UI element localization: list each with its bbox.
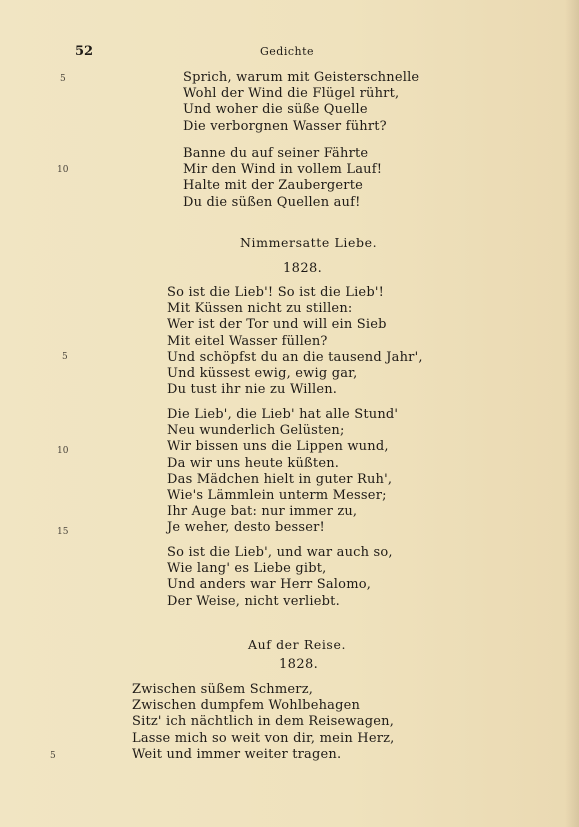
poem1-stanza1 [183, 70, 419, 135]
verse-line: Und anders war Herr Salomo, [167, 577, 372, 593]
verse-line: Mit eitel Wasser füllen? [167, 333, 328, 349]
line-number: 15 [57, 527, 69, 537]
verse-line: Mir den Wind in vollem Lauf! [183, 162, 383, 178]
line-number: 10 [57, 446, 69, 456]
poem2-stanza1 [167, 285, 423, 398]
verse-line: Sitz' ich nächtlich in dem Reisewagen, [132, 714, 395, 730]
poem2-stanza2 [167, 407, 398, 537]
verse-line: Lasse mich so weit von dir, mein Herz, [132, 730, 395, 746]
verse-line: Der Weise, nicht verliebt. [167, 593, 340, 609]
page-edge-shadow [565, 0, 579, 827]
poem-title: Auf der Reise. [248, 637, 347, 652]
verse-line: Da wir uns heute küßten. [167, 455, 340, 471]
verse-line: Sprich, warum mit Geisterschnelle [183, 70, 420, 85]
verse-line: So ist die Lieb', und war auch so, [167, 545, 393, 560]
verse-line: Je weher, desto besser! [167, 520, 325, 536]
verse-line: Zwischen dumpfem Wohlbehagen [132, 698, 361, 714]
running-head: Gedichte [260, 45, 315, 58]
verse-line: Und woher die süße Quelle [183, 102, 368, 118]
verse-line: Wie's Lämmlein unterm Messer; [167, 488, 387, 504]
verse-line: Du die süßen Quellen auf! [183, 194, 361, 210]
verse-line: Ihr Auge bat: nur immer zu, [167, 504, 358, 520]
verse-line: Wie lang' es Liebe gibt, [167, 561, 327, 577]
verse-line: Weit und immer weiter tragen. [132, 746, 342, 762]
verse-line: Wohl der Wind die Flügel rührt, [183, 86, 400, 102]
poem-title: Nimmersatte Liebe. [240, 235, 378, 250]
verse-line: Wir bissen uns die Lippen wund, [167, 439, 389, 455]
verse-line: Wer ist der Tor und will ein Sieb [167, 317, 387, 333]
verse-line: Halte mit der Zaubergerte [183, 178, 364, 194]
poem-year: 1828. [279, 657, 319, 672]
page-number: 52 [75, 44, 94, 59]
verse-line: Die Lieb', die Lieb' hat alle Stund' [167, 407, 399, 422]
poem-year: 1828. [283, 261, 323, 276]
poem1-stanza2 [183, 146, 382, 211]
line-number: 5 [60, 74, 66, 84]
verse-line: Und schöpfst du an die tausend Jahr', [167, 349, 423, 365]
line-number: 5 [62, 352, 68, 362]
verse-line: Zwischen süßem Schmerz, [132, 682, 314, 697]
verse-line: Neu wunderlich Gelüsten; [167, 423, 345, 439]
verse-line: Du tust ihr nie zu Willen. [167, 382, 338, 398]
verse-line: Mit Küssen nicht zu stillen: [167, 301, 353, 317]
poem2-stanza3 [167, 545, 393, 610]
verse-line: Das Mädchen hielt in guter Ruh', [167, 471, 393, 487]
line-number: 10 [57, 165, 69, 175]
verse-line: Banne du auf seiner Fährte [183, 146, 369, 161]
poem3-stanza1 [132, 682, 395, 763]
verse-line: Und küssest ewig, ewig gar, [167, 366, 358, 382]
verse-line: Die verborgnen Wasser führt? [183, 118, 387, 134]
line-number: 5 [50, 751, 56, 761]
verse-line: So ist die Lieb'! So ist die Lieb'! [167, 285, 385, 300]
